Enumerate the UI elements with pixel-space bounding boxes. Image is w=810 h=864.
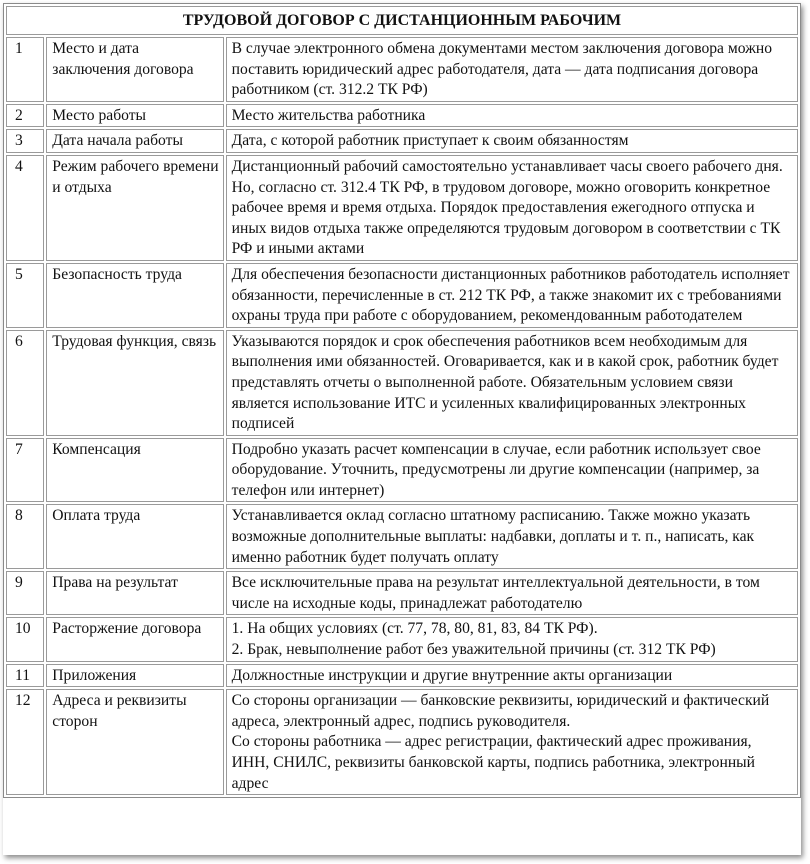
contract-table-frame — [3, 3, 801, 855]
row-description — [226, 664, 798, 688]
row-number: 5 — [6, 263, 44, 328]
table-title-row — [6, 6, 798, 35]
description-paragraph: Подробно указать расчет компенсации в случае, если работник использует свое оборудование. Уточнить, предусмотрены ли другие компенсации (например, за телефон или интернет) — [231, 440, 761, 499]
description-paragraph: Все исключительные права на результат интеллектуальной деятельности, в том числе на исходные коды, принадлежат работодателю — [231, 574, 760, 612]
row-number: 4 — [6, 155, 44, 261]
description-paragraph: Со стороны организации — банковские реквизиты, юридический и фактический адреса, электронный адрес, подпись руководителя. — [231, 692, 770, 730]
row-field: Режим рабочего времени и отдыха — [46, 155, 223, 261]
row-field: Дата начала работы — [46, 129, 223, 153]
row-description — [226, 263, 798, 328]
row-description — [226, 438, 798, 503]
row-description — [226, 504, 798, 569]
row-number: 7 — [6, 438, 44, 503]
row-field: Приложения — [46, 664, 223, 688]
row-field: Трудовая функция, связь — [46, 330, 223, 436]
row-description — [226, 155, 798, 261]
description-paragraph: Дистанционный рабочий самостоятельно устанавливает часы своего рабочего дня. Но, согласно ст. 312.4 ТК РФ, в трудовом договоре, можно оговорить конкретное рабочее время и время отдыха. Порядок предоставления ежегодного отпуска и иных видов отдыха также определяются трудовым договором в соответствии с ТК РФ и иными актами — [231, 157, 783, 258]
row-number: 11 — [6, 664, 44, 688]
row-number: 3 — [6, 129, 44, 153]
table-row — [6, 664, 798, 688]
table-title: ТРУДОВОЙ ДОГОВОР С ДИСТАНЦИОННЫМ РАБОЧИМ — [6, 6, 798, 35]
table-row — [6, 104, 798, 128]
description-paragraph: Со стороны работника — адрес регистрации, фактический адрес проживания, ИНН, СНИЛС, реквизиты банковской карты, подпись работника, электронный адрес — [231, 733, 755, 792]
table-row — [6, 617, 798, 661]
row-number: 2 — [6, 104, 44, 128]
row-field: Безопасность труда — [46, 263, 223, 328]
description-paragraph: Должностные инструкции и другие внутренние акты организации — [231, 666, 673, 684]
row-number: 9 — [6, 571, 44, 615]
row-field: Расторжение договора — [46, 617, 223, 661]
table-row — [6, 689, 798, 795]
description-paragraph: Дата, с которой работник приступает к своим обязанностям — [231, 132, 629, 150]
row-field: Права на результат — [46, 571, 223, 615]
row-field: Компенсация — [46, 438, 223, 503]
table-row — [6, 330, 798, 436]
row-field: Место и дата заключения договора — [46, 37, 223, 102]
row-description — [226, 617, 798, 661]
row-description — [226, 330, 798, 436]
row-description — [226, 689, 798, 795]
row-number: 6 — [6, 330, 44, 436]
table-row — [6, 263, 798, 328]
row-number: 10 — [6, 617, 44, 661]
table-row — [6, 504, 798, 569]
description-paragraph: В случае электронного обмена документами местом заключения договора можно поставить юридический адрес работодателя, дата — дата подписания договора работником (ст. 312.2 ТК РФ) — [231, 40, 773, 99]
description-paragraph: Для обеспечения безопасности дистанционных работников работодатель исполняет обязанности, перечисленные в ст. 212 ТК РФ, а также знакомит их с требованиями охраны труда при работе с оборудованием, рекомендованным работодателем — [231, 265, 790, 325]
description-paragraph: Указываются порядок и срок обеспечения работников всем необходимым для выполнения ими обязанностей. Оговаривается, как и в какой срок, работник будет представлять отчеты о выполненной работе. Обязательным условием связи является использование ИТС и усиленных квалифицированных электронных подписей — [231, 332, 779, 433]
description-paragraph: 2. Брак, невыполнение работ без уважительной причины (ст. 312 ТК РФ) — [231, 641, 716, 659]
description-paragraph: Устанавливается оклад согласно штатному расписанию. Также можно указать возможные дополнительные выплаты: надбавки, доплаты и т. п., написать, как именно работник будет получать оплату — [231, 507, 755, 566]
description-paragraph: Место жительства работника — [231, 106, 426, 124]
contract-table — [3, 3, 801, 798]
row-description — [226, 37, 798, 102]
row-description — [226, 571, 798, 615]
table-row — [6, 37, 798, 102]
row-number: 8 — [6, 504, 44, 569]
table-row — [6, 438, 798, 503]
row-field: Оплата труда — [46, 504, 223, 569]
description-paragraph: 1. На общих условиях (ст. 77, 78, 80, 81, 83, 84 ТК РФ). — [231, 620, 598, 638]
table-row — [6, 155, 798, 261]
row-number: 1 — [6, 37, 44, 102]
table-row — [6, 129, 798, 153]
row-description — [226, 104, 798, 128]
row-field: Адреса и реквизиты сторон — [46, 689, 223, 795]
row-number: 12 — [6, 689, 44, 795]
row-description — [226, 129, 798, 153]
row-field: Место работы — [46, 104, 223, 128]
table-row — [6, 571, 798, 615]
